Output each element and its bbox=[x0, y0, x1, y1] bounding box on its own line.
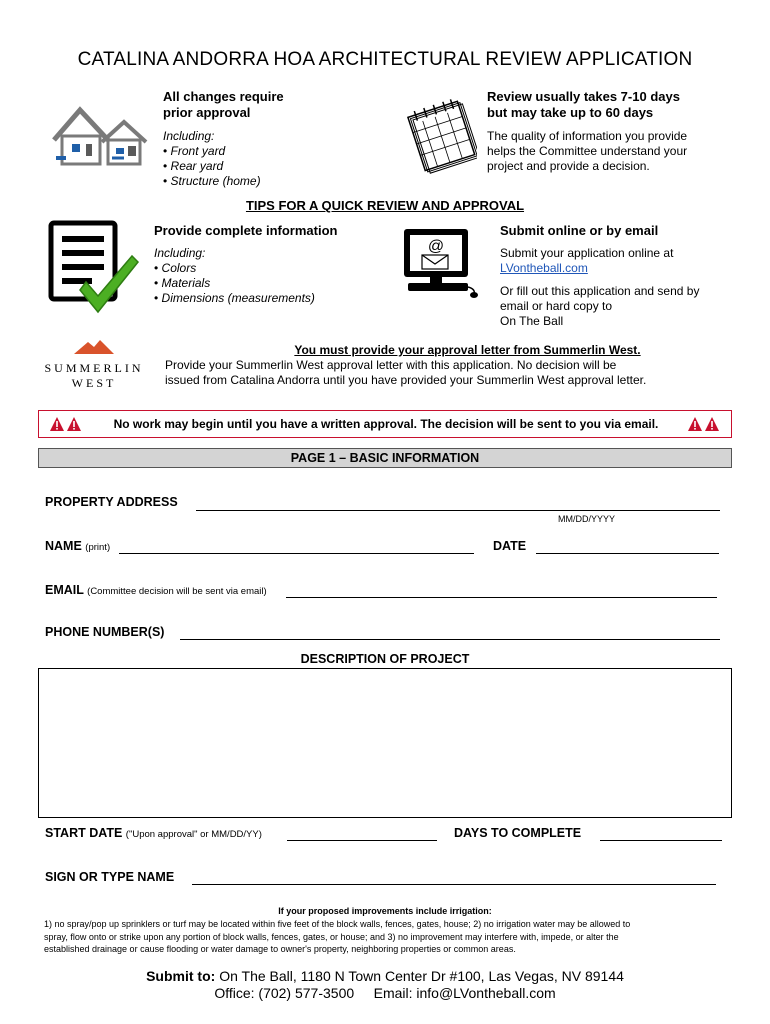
phone-field[interactable] bbox=[180, 639, 720, 640]
warning-text: No work may begin until you have a written approval. The decision will be sent to you via email. bbox=[113, 417, 659, 431]
property-address-field[interactable] bbox=[196, 510, 720, 511]
computer-email-icon bbox=[400, 227, 480, 299]
website-link[interactable]: LVontheball.com bbox=[500, 261, 588, 275]
info-list: Including: • Colors • Materials • Dimensions (measurements) bbox=[154, 246, 315, 306]
info-heading: Provide complete information bbox=[154, 223, 338, 238]
tips-heading: TIPS FOR A QUICK REVIEW AND APPROVAL bbox=[245, 198, 525, 213]
date-format-hint: MM/DD/YYYY bbox=[558, 514, 616, 524]
page-title: CATALINA ANDORRA HOA ARCHITECTURAL REVIEW APPLICATION bbox=[77, 49, 693, 70]
irrigation-heading: If your proposed improvements include irrigation: bbox=[278, 906, 492, 916]
svg-text:@: @ bbox=[427, 238, 445, 255]
list-item: • Structure (home) bbox=[163, 174, 261, 189]
description-field[interactable] bbox=[38, 668, 732, 818]
sign-field[interactable] bbox=[192, 884, 716, 885]
office-phone: Office: (702) 577-3500 bbox=[214, 985, 355, 1001]
submit-address: On The Ball, 1180 N Town Center Dr #100, Las Vegas, NV 89144 bbox=[219, 968, 624, 984]
list-item: • Materials bbox=[154, 276, 315, 291]
irrigation-body: 1) no spray/pop up sprinklers or turf may be located within five feet of the block walls, fences, gates, house; 2) no irrigation water may be allowed to spray, flow onto or strike upon any portion of block walls, fences, gates, or house; and 3) no improvement may interfere with, impede, or alter the established drainage or cause flooding or water damage to owner's property, neighboring properties or common areas. bbox=[44, 919, 631, 954]
review-body: The quality of information you provide helps the Committee understand your project and provide a decision. bbox=[487, 129, 688, 173]
section-heading: PAGE 1 – BASIC INFORMATION bbox=[38, 448, 732, 468]
house-icon bbox=[52, 100, 148, 166]
name-field[interactable] bbox=[119, 553, 474, 554]
review-heading: Review usually takes 7-10 days but may take up to 60 days bbox=[487, 89, 680, 120]
date-label: DATE bbox=[493, 539, 527, 553]
summerlin-heading: You must provide your approval letter from Summerlin West. bbox=[294, 343, 641, 357]
calendar-icon bbox=[405, 94, 477, 176]
warning-banner bbox=[38, 410, 732, 438]
sign-label: SIGN OR TYPE NAME bbox=[45, 870, 175, 884]
submit-body: Submit your application online at LVontheball.com Or fill out this application and send by email or hard copy to On The Ball bbox=[500, 246, 700, 328]
days-to-complete-label: DAYS TO COMPLETE bbox=[454, 826, 582, 840]
days-to-complete-field[interactable] bbox=[600, 840, 722, 841]
warning-icon bbox=[687, 416, 721, 432]
checklist-icon bbox=[48, 220, 140, 316]
name-label: NAME (print) bbox=[45, 539, 111, 553]
mountain-icon bbox=[44, 338, 144, 356]
footer bbox=[0, 968, 770, 1002]
phone-label: PHONE NUMBER(S) bbox=[45, 625, 165, 639]
summerlin-logo: SUMMERLIN WEST bbox=[44, 338, 144, 391]
property-address-label: PROPERTY ADDRESS bbox=[45, 495, 178, 509]
email-field[interactable] bbox=[286, 597, 717, 598]
summerlin-body: Provide your Summerlin West approval letter with this application. No decision will be issued from Catalina Andorra until you have provided your Summerlin West approval letter. bbox=[165, 358, 647, 387]
date-field[interactable] bbox=[536, 553, 719, 554]
description-label: DESCRIPTION OF PROJECT bbox=[300, 652, 470, 666]
email-label: EMAIL (Committee decision will be sent via email) bbox=[45, 583, 267, 597]
approval-list: Including: • Front yard • Rear yard • Structure (home) bbox=[163, 129, 261, 189]
list-item: • Front yard bbox=[163, 144, 261, 159]
submit-to-label: Submit to: bbox=[146, 968, 216, 984]
approval-heading: All changes require prior approval bbox=[163, 89, 284, 120]
list-item: • Rear yard bbox=[163, 159, 261, 174]
start-date-label: START DATE ("Upon approval" or MM/DD/YY) bbox=[45, 826, 262, 840]
contact-email: Email: info@LVontheball.com bbox=[373, 985, 556, 1001]
submit-heading: Submit online or by email bbox=[500, 223, 659, 238]
list-item: • Colors bbox=[154, 261, 315, 276]
list-item: • Dimensions (measurements) bbox=[154, 291, 315, 306]
start-date-field[interactable] bbox=[287, 840, 437, 841]
